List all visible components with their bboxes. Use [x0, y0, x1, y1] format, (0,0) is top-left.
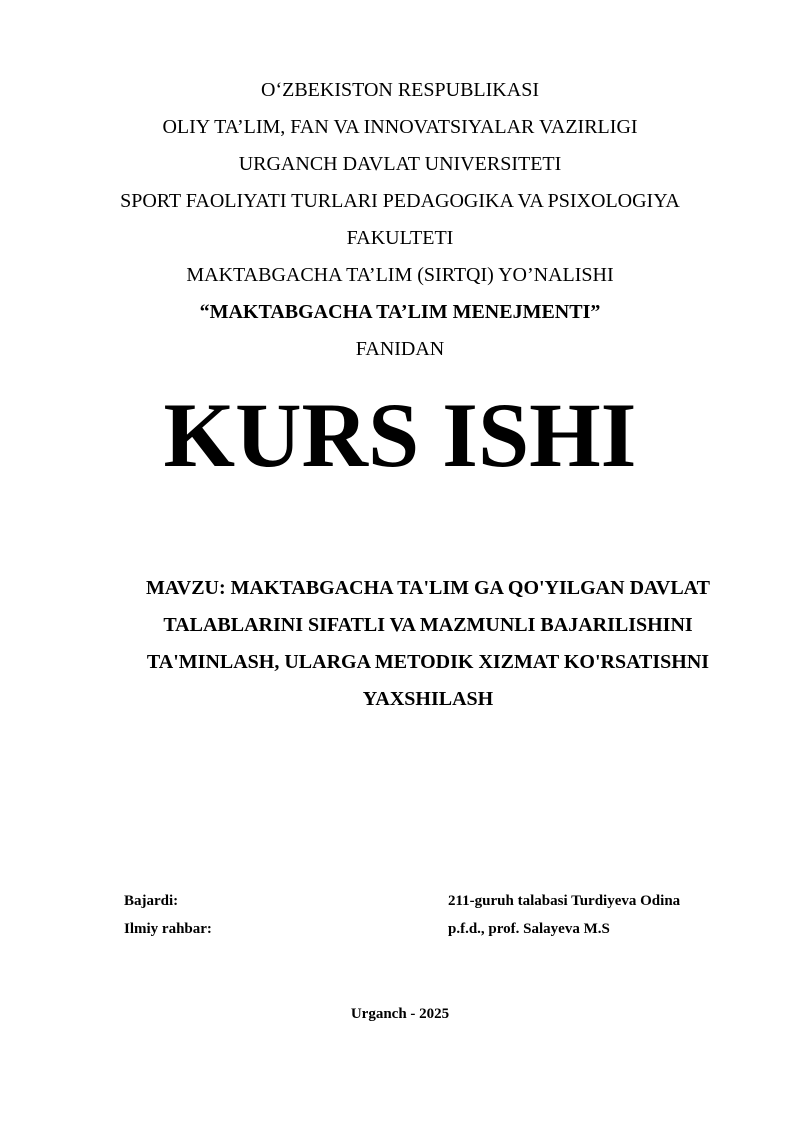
performer-row	[124, 890, 744, 918]
topic-block	[110, 570, 746, 718]
ministry-line: OLIY TA’LIM, FAN VA INNOVATSIYALAR VAZIRLIGI	[162, 116, 638, 138]
university-line: URGANCH DAVLAT UNIVERSITETI	[238, 153, 562, 175]
topic-line: YAXSHILASH	[362, 688, 494, 710]
country-line: O‘ZBEKISTON RESPUBLIKASI	[261, 79, 539, 101]
faculty-line-cont: FAKULTETI	[346, 227, 454, 249]
topic-line: TALABLARINI SIFATLI VA MAZMUNLI BAJARILISHINI	[163, 614, 693, 636]
header-block	[0, 72, 800, 368]
topic-line: TA'MINLASH, ULARGA METODIK XIZMAT KO'RSATISHNI	[146, 651, 710, 673]
direction-line: MAKTABGACHA TA’LIM (SIRTQI) YO’NALISHI	[186, 264, 614, 286]
supervisor-label: Ilmiy rahbar:	[124, 921, 212, 937]
performer-label: Bajardi:	[124, 893, 179, 909]
performer-value: 211-guruh talabasi Turdiyeva Odina	[448, 893, 681, 909]
place-year-footer: Urganch - 2025	[350, 1006, 450, 1022]
subject-suffix-line: FANIDAN	[355, 338, 445, 360]
subject-line: “MAKTABGACHA TA’LIM MENEJMENTI”	[199, 301, 601, 323]
supervisor-row	[124, 918, 744, 946]
page-title: KURS ISHI	[163, 384, 637, 486]
supervisor-value: p.f.d., prof. Salayeva M.S	[448, 921, 610, 937]
info-table	[124, 890, 744, 946]
faculty-line: SPORT FAOLIYATI TURLARI PEDAGOGIKA VA PSIXOLOGIYA	[120, 190, 680, 212]
topic-line: MAVZU: MAKTABGACHA TA'LIM GA QO'YILGAN DAVLAT	[146, 577, 710, 599]
